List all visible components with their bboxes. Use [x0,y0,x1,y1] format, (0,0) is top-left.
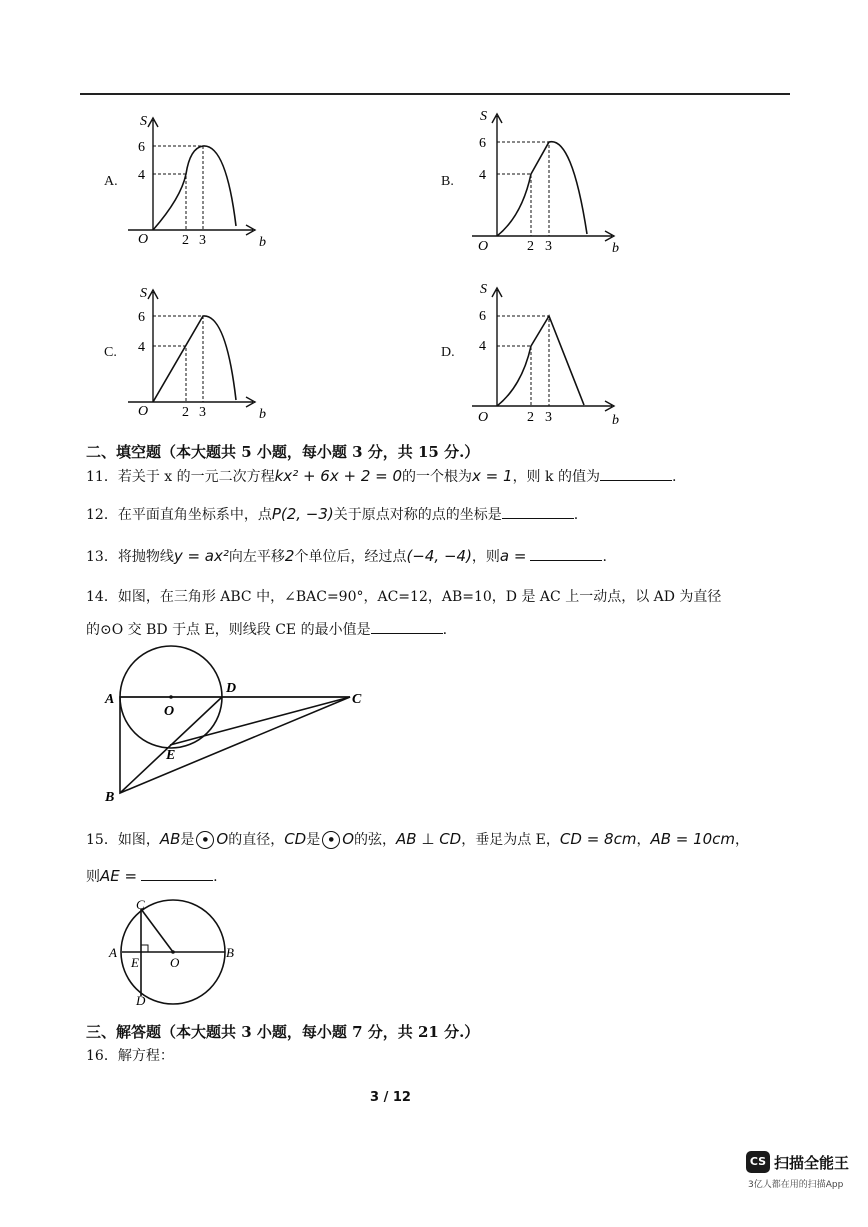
q13-end: . [602,549,607,565]
q11-answer-blank[interactable] [600,468,672,481]
option-d-label: D. [441,345,455,360]
graph-c-x3: 3 [199,405,206,420]
q14-number: 14． [86,589,118,605]
question-12 [86,504,578,524]
option-c-label: C. [104,345,117,360]
camscanner-logo-icon: CS [746,1151,770,1173]
q11-text-post: ，则 k 的值为 [512,469,600,485]
q15-end: . [213,869,218,885]
graph-c-y6: 6 [138,310,145,325]
graph-d-s-label: S [480,282,487,297]
question-14-line2 [86,619,447,639]
q15-fig-c: C [136,897,145,912]
q14-fig-a: A [105,692,115,707]
graph-c-origin: O [138,404,149,419]
graph-a-x3: 3 [199,233,206,248]
q11-end: . [671,469,677,485]
q15-figure [104,892,244,1007]
q14-text-line1: 如图，在三角形 ABC 中，∠BAC=90°，AC=12，AB=10，D 是 AC 上一动点，以 AD 为直径 [117,589,722,605]
circle-symbol-icon: ● [322,831,340,849]
q13-answer-blank[interactable] [530,548,602,561]
q15-line2-pre: 则 [86,869,100,885]
q15-text-3: 的直径， [228,832,285,848]
graph-c-b-label: b [259,407,266,422]
question-13 [86,546,607,566]
q12-point: P(2, −3) [271,505,334,523]
question-15-line1 [86,829,749,849]
q15-text-5: 的弦， [354,832,397,848]
graph-d-b-label: b [612,413,619,428]
question-14-line1 [86,586,721,606]
q14-fig-e: E [166,748,176,763]
q15-o-1: O [216,830,229,848]
watermark-subtitle: 3亿人都在用的扫描App [748,1180,844,1190]
q15-text-7: ， [636,832,651,848]
graph-d-x2: 2 [527,410,534,425]
graph-b-y6: 6 [479,136,486,151]
q15-o-2: O [342,830,355,848]
circle-symbol-icon: ● [196,831,214,849]
q15-cd: CD [284,830,307,848]
q13-number: 13． [86,549,118,565]
q15-text-2: 是 [180,832,195,848]
q15-number: 15． [86,832,118,848]
q11-text-pre: 若关于 x 的一元二次方程 [117,469,275,485]
question-16: 16．解方程： [86,1048,174,1064]
q15-ab-value: AB = 10cm [650,830,736,848]
graph-a-b-label: b [259,235,266,250]
section2-title: 二、填空题（本大题共 5 小题，每小题 3 分，共 15 分.） [86,443,480,461]
graph-c-x2: 2 [182,405,189,420]
q11-number: 11． [86,469,118,485]
q14-fig-d: D [226,681,237,696]
q12-answer-blank[interactable] [502,506,574,519]
graph-a-y6: 6 [138,140,145,155]
q15-ae: AE = [100,867,138,885]
graph-d-x3: 3 [545,410,552,425]
q13-text-mid2: 个单位后，经过点 [294,549,407,565]
graph-c-y4: 4 [138,340,145,355]
graph-b-y4: 4 [479,168,486,183]
q15-ab: AB [159,830,181,848]
q15-perp: AB ⊥ CD [396,830,462,848]
q14-fig-o: O [164,704,175,719]
q15-fig-a: A [109,945,117,960]
q13-shift: 2 [284,547,295,565]
q14-text-line2: 的⊙O 交 BD 于点 E，则线段 CE 的最小值是 [86,622,371,638]
page-number: 3 / 12 [370,1090,411,1105]
graph-a-x2: 2 [182,233,189,248]
q13-point: (−4, −4) [406,547,472,565]
q15-answer-blank[interactable] [141,868,213,881]
q15-cd-value: CD = 8cm [559,830,637,848]
q15-fig-b: B [226,945,234,960]
graph-d-y6: 6 [479,309,486,324]
option-a-label: A. [104,174,118,189]
watermark-name: 扫描全能王 [774,1154,850,1172]
q15-text-4: 是 [306,832,321,848]
q13-text-mid3: ，则 [471,549,500,565]
graph-a-y4: 4 [138,168,145,183]
q12-text-post: 关于原点对称的点的坐标是 [333,507,502,523]
q12-text-pre: 在平面直角坐标系中，点 [117,507,272,523]
question-11 [86,466,676,486]
graph-a-origin: O [138,232,149,247]
graph-a [128,108,278,253]
graph-d-origin: O [478,410,489,425]
q15-text-1: 如图， [117,832,160,848]
q13-text-mid1: 向左平移 [228,549,285,565]
q15-text-8: ， [735,832,750,848]
graph-b-origin: O [478,239,489,254]
graph-b-s-label: S [480,109,487,124]
q14-answer-blank[interactable] [371,621,443,634]
graph-d-y4: 4 [479,339,486,354]
q15-fig-e: E [131,955,139,970]
graph-b-b-label: b [612,241,619,256]
q14-fig-b: B [105,790,115,805]
graph-b-x2: 2 [527,239,534,254]
q15-text-6: ，垂足为点 E， [461,832,560,848]
graph-a-s-label: S [140,114,147,129]
q14-figure [100,645,380,810]
graph-d [472,278,632,428]
q14-end: . [442,622,448,638]
q15-fig-d: D [136,993,146,1008]
q12-end: . [573,507,579,523]
graph-b-x3: 3 [545,239,552,254]
graph-b [472,104,632,254]
q12-number: 12． [86,507,118,523]
q13-var: a = [499,547,527,565]
q13-equation: y = ax² [173,547,229,565]
q11-equation: kx² + 6x + 2 = 0 [274,467,403,485]
question-15-line2 [86,866,218,886]
option-b-label: B. [441,174,454,189]
q11-text-mid: 的一个根为 [402,469,473,485]
header-rule [80,93,790,95]
q15-fig-o: O [170,955,180,970]
q13-text-pre: 将抛物线 [117,549,174,565]
section3-title: 三、解答题（本大题共 3 小题，每小题 7 分，共 21 分.） [86,1023,480,1041]
graph-c [128,280,278,425]
q11-root: x = 1 [472,467,513,485]
q14-fig-c: C [352,692,362,707]
graph-c-s-label: S [140,286,147,301]
